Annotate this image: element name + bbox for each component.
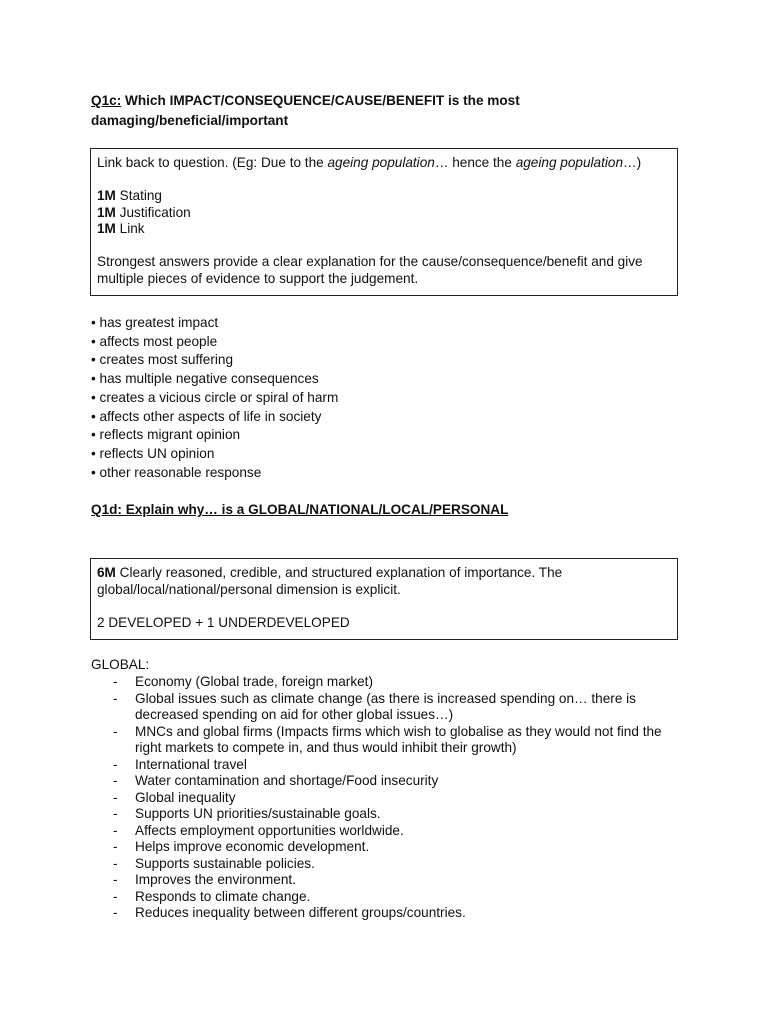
list-item: • reflects migrant opinion xyxy=(91,427,241,443)
q1c-heading xyxy=(91,91,561,131)
link-back-line xyxy=(97,155,671,172)
q1c-label: Q1c: xyxy=(91,93,122,108)
q1d-heading xyxy=(91,500,691,520)
mark-label: Stating xyxy=(115,188,162,203)
mark-line-link xyxy=(97,221,671,238)
q1d-marking-box xyxy=(90,558,678,640)
list-item: - MNCs and global firms (Impacts firms which wish to globalise as they would not find the right markets to compete in, and thus would inhibit their growth) xyxy=(113,723,662,755)
mark-line-justification xyxy=(97,205,671,222)
list-item: - Economy (Global trade, foreign market) xyxy=(113,674,373,689)
list-item: - Supports UN priorities/sustainable goals. xyxy=(113,806,381,821)
list-item: • has multiple negative consequences xyxy=(91,371,319,387)
link-back-text-a: Link back to question. (Eg: Due to the xyxy=(97,155,328,170)
mark-value: 1M xyxy=(97,188,116,203)
list-item: • has greatest impact xyxy=(91,315,219,330)
list-item: - Global inequality xyxy=(113,789,236,805)
list-item: - Global issues such as climate change (as there is increased spending on… there is decreased spending on aid for other global issues…) xyxy=(113,690,636,722)
mark-label: Justification xyxy=(115,204,191,220)
six-mark-line xyxy=(97,565,671,598)
list-item: • creates most suffering xyxy=(91,352,234,368)
mark-value: 1M xyxy=(97,204,116,220)
link-back-text-d: ageing population xyxy=(515,155,624,170)
strongest-answers-note: Strongest answers provide a clear explanation for the cause/consequence/benefit and give multiple pieces of evidence to support the judgement. xyxy=(97,254,643,286)
global-label: GLOBAL: xyxy=(91,657,150,672)
mark-value: 1M xyxy=(97,221,116,236)
list-item: - Water contamination and shortage/Food insecurity xyxy=(113,773,439,788)
list-item: • reflects UN opinion xyxy=(91,445,215,461)
list-item: - Reduces inequality between different groups/countries. xyxy=(113,905,466,920)
list-item: - Improves the environment. xyxy=(113,872,296,887)
list-item: • affects other aspects of life in society xyxy=(91,408,322,424)
list-item: - Affects employment opportunities worldwide. xyxy=(113,822,404,838)
list-item: - International travel xyxy=(113,756,247,772)
list-item: - Responds to climate change. xyxy=(113,888,311,904)
list-item: • creates a vicious circle or spiral of harm xyxy=(91,389,339,405)
link-back-text-c: … hence the xyxy=(434,155,516,170)
mark-line-stating xyxy=(97,188,671,205)
list-item: - Supports sustainable policies. xyxy=(113,855,315,871)
q1d-text: Q1d: Explain why… is a GLOBAL/NATIONAL/LOCAL/PERSONAL xyxy=(91,502,509,517)
list-item: • affects most people xyxy=(91,333,218,349)
criteria-list xyxy=(91,314,338,482)
link-back-text-e: …) xyxy=(623,155,642,170)
list-item: - Helps improve economic development. xyxy=(113,839,370,854)
developed-note: 2 DEVELOPED + 1 UNDERDEVELOPED xyxy=(97,614,350,630)
six-mark-text: Clearly reasoned, credible, and structured explanation of importance. The global/local/national/personal dimension is explicit. xyxy=(97,565,563,597)
q1c-text: Which IMPACT/CONSEQUENCE/CAUSE/BENEFIT is the most damaging/beneficial/important xyxy=(91,93,520,128)
global-list xyxy=(91,674,681,922)
mark-label: Link xyxy=(115,221,145,236)
list-item: • other reasonable response xyxy=(91,464,262,480)
link-back-text-b: ageing population xyxy=(327,155,435,170)
q1c-marking-box xyxy=(90,148,678,296)
mark-value: 6M xyxy=(97,565,116,580)
